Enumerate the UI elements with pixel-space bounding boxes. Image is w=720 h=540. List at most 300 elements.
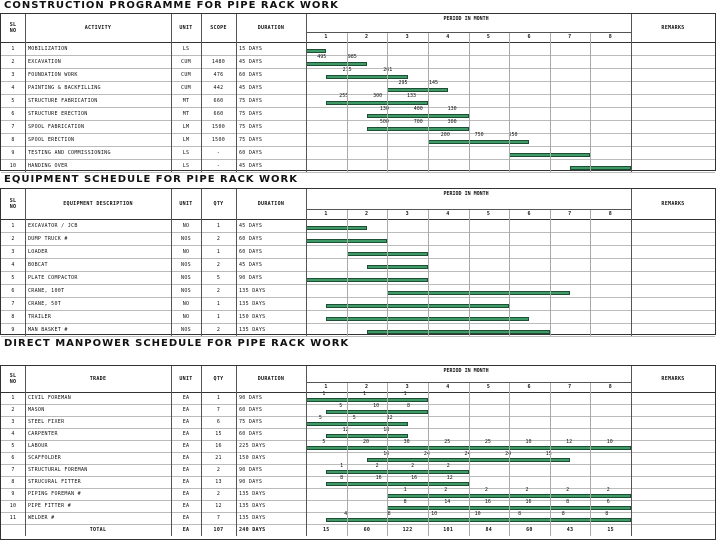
construction-scope-cell: 660 [213, 97, 224, 104]
equipment-month-divider [469, 209, 470, 336]
equipment-month-2: 2 [364, 211, 368, 217]
construction-column-divider [631, 14, 632, 172]
equipment-section [0, 174, 720, 334]
equipment-unit-cell: NOS [181, 287, 191, 294]
construction-activity-cell: STRUCTURE ERECTION [28, 110, 88, 117]
construction-gantt-bar [306, 49, 326, 53]
construction-bar-label: 300 [373, 93, 383, 99]
manpower-header-row [1, 366, 715, 393]
construction-section [0, 0, 720, 172]
construction-header-activity: ACTIVITY [84, 25, 112, 31]
manpower-activity-cell: STRUCTURAL FOREMAN [28, 467, 88, 473]
construction-bar-label: 295 [398, 80, 408, 86]
manpower-scope-cell: 1 [216, 395, 221, 401]
construction-row [1, 81, 715, 95]
equipment-activity-cell: CRANE, 100T [28, 287, 65, 294]
manpower-gantt-bar [326, 482, 468, 486]
manpower-activity-cell: LABOUR [28, 443, 48, 449]
construction-duration-cell: 15 DAYS [239, 45, 263, 52]
construction-period-title: PERIOD IN MONTH [443, 16, 489, 22]
construction-activity-cell: HANDING OVER [28, 162, 68, 169]
equipment-scope-cell: 2 [216, 235, 221, 242]
equipment-row [1, 297, 715, 311]
construction-month-divider [469, 32, 470, 172]
manpower-sl-cell: 11 [9, 515, 17, 521]
equipment-header-unit: UNIT [179, 201, 193, 207]
construction-month-8: 8 [608, 34, 612, 40]
construction-bar-label: 215 [342, 67, 352, 73]
construction-gantt-bar [367, 127, 469, 131]
equipment-column-divider [201, 189, 202, 336]
construction-bar-label: 300 [447, 119, 457, 125]
manpower-bar-label: 10 [606, 439, 613, 445]
manpower-bar-label: 8 [387, 511, 391, 517]
equipment-activity-cell: LOADER [28, 248, 48, 255]
manpower-sl-cell: 4 [11, 431, 15, 437]
equipment-month-divider [550, 209, 551, 336]
equipment-sl-cell: 8 [11, 313, 15, 320]
construction-sl-cell: 4 [11, 84, 15, 91]
manpower-total-month: 43 [566, 527, 574, 533]
manpower-bar-label: 25 [484, 439, 491, 445]
manpower-duration-cell: 90 DAYS [239, 467, 263, 473]
equipment-gantt-bar [306, 226, 367, 230]
construction-sl-cell: 3 [11, 71, 15, 78]
equipment-scope-cell: 2 [216, 261, 221, 268]
equipment-unit-cell: NO [182, 248, 190, 255]
manpower-sl-cell: 10 [9, 503, 17, 509]
construction-column-divider [306, 14, 307, 172]
equipment-unit-cell: NOS [181, 235, 191, 242]
construction-scope-cell: 476 [213, 71, 224, 78]
manpower-unit-cell: EA [182, 395, 190, 401]
manpower-gantt-bar [326, 434, 407, 438]
manpower-sl-cell: 9 [11, 491, 15, 497]
construction-gantt-bar [306, 62, 367, 66]
manpower-bar-label: 1 [403, 391, 407, 397]
construction-bar-label: 500 [379, 119, 389, 125]
construction-unit-cell: MT [182, 110, 190, 117]
manpower-header-unit: UNIT [179, 376, 193, 382]
manpower-bar-label: 24 [464, 451, 471, 457]
manpower-bar-label: 2 [444, 487, 448, 493]
construction-unit-cell: LS [182, 149, 190, 156]
construction-duration-cell: 60 DAYS [239, 149, 263, 156]
manpower-header-activity: TRADE [89, 376, 107, 382]
manpower-table [0, 365, 716, 540]
manpower-activity-cell: PIPE FITTER # [28, 503, 72, 509]
manpower-bar-label: 1 [362, 391, 366, 397]
construction-header-row [1, 14, 715, 43]
construction-unit-cell: CUM [181, 84, 191, 91]
construction-activity-cell: SPOOL FABRICATION [28, 123, 85, 130]
manpower-duration-cell: 135 DAYS [239, 503, 266, 509]
construction-scope-cell: 660 [213, 110, 224, 117]
construction-unit-cell: LS [182, 45, 190, 52]
equipment-gantt-bar [306, 278, 428, 282]
manpower-bar-label: 24 [505, 451, 512, 457]
construction-scope-cell: - [216, 149, 221, 156]
equipment-row [1, 258, 715, 272]
construction-month-divider [387, 32, 388, 172]
construction-sl-cell: 5 [11, 97, 15, 104]
construction-period-divider [306, 32, 631, 33]
manpower-bar-label: 12 [566, 439, 573, 445]
manpower-unit-cell: EA [182, 491, 190, 497]
manpower-bar-label: 5 [322, 439, 326, 445]
construction-activity-cell: MOBILIZATION [28, 45, 68, 52]
manpower-total-duration: 240 DAYS [239, 527, 266, 533]
manpower-scope-cell: 2 [216, 467, 221, 473]
manpower-scope-cell: 12 [215, 503, 222, 509]
equipment-sl-cell: 7 [11, 300, 15, 307]
manpower-bar-label: 30 [403, 439, 410, 445]
manpower-total-row [1, 524, 715, 536]
equipment-unit-cell: NOS [181, 326, 191, 333]
equipment-column-divider [171, 189, 172, 336]
manpower-unit-cell: EA [182, 467, 190, 473]
equipment-activity-cell: CRANE, 50T [28, 300, 62, 307]
manpower-month-divider [509, 382, 510, 536]
manpower-duration-cell: 225 DAYS [239, 443, 266, 449]
manpower-bar-label: 10 [474, 511, 481, 517]
manpower-total-month: 122 [402, 527, 413, 533]
manpower-bar-label: 1 [322, 391, 326, 397]
manpower-bar-label: 1 [403, 487, 407, 493]
construction-header-unit: UNIT [179, 25, 193, 31]
manpower-total-month: 101 [443, 527, 454, 533]
construction-header-scope: SCOPE [210, 25, 227, 31]
equipment-duration-cell: 60 DAYS [239, 248, 263, 255]
manpower-month-divider [469, 382, 470, 536]
manpower-header-remarks: REMARKS [661, 376, 685, 382]
equipment-duration-cell: 135 DAYS [239, 287, 266, 294]
construction-gantt-bar [428, 140, 530, 144]
manpower-column-divider [25, 366, 26, 536]
manpower-unit-cell: EA [182, 443, 190, 449]
manpower-column-divider [306, 366, 307, 536]
manpower-total-unit: EA [182, 527, 190, 533]
construction-bar-label: 985 [347, 54, 357, 60]
manpower-month-divider [590, 382, 591, 536]
manpower-activity-cell: WELDER # [28, 515, 55, 521]
manpower-unit-cell: EA [182, 431, 190, 437]
manpower-sl-cell: 7 [11, 467, 15, 473]
construction-month-divider [428, 32, 429, 172]
equipment-column-divider [306, 189, 307, 336]
construction-bar-label: 200 [440, 132, 450, 138]
manpower-bar-label: 12 [386, 415, 393, 421]
construction-month-divider [347, 32, 348, 172]
equipment-unit-cell: NOS [181, 274, 191, 281]
manpower-column-divider [236, 366, 237, 536]
equipment-unit-cell: NOS [181, 261, 191, 268]
manpower-bar-label: 8 [403, 499, 407, 505]
construction-month-5: 5 [486, 34, 490, 40]
manpower-bar-label: 16 [411, 475, 418, 481]
equipment-activity-cell: MAN BASKET # [28, 326, 68, 333]
manpower-bar-label: 15 [545, 451, 552, 457]
equipment-row [1, 323, 715, 337]
equipment-activity-cell: PLATE COMPACTOR [28, 274, 78, 281]
construction-sl-cell: 2 [11, 58, 15, 65]
manpower-activity-cell: MASON [28, 407, 45, 413]
manpower-month-7: 7 [568, 384, 572, 390]
manpower-duration-cell: 90 DAYS [239, 395, 263, 401]
manpower-bar-label: 16 [383, 451, 390, 457]
equipment-unit-cell: NO [182, 313, 190, 320]
construction-row [1, 55, 715, 69]
manpower-gantt-bar [306, 422, 408, 426]
construction-month-7: 7 [568, 34, 572, 40]
equipment-month-8: 8 [608, 211, 612, 217]
manpower-bar-label: 5 [318, 415, 322, 421]
equipment-column-divider [236, 189, 237, 336]
construction-bar-label: 750 [474, 132, 484, 138]
manpower-bar-label: 12 [446, 475, 453, 481]
manpower-bar-label: 25 [444, 439, 451, 445]
manpower-section [0, 338, 720, 540]
manpower-gantt-bar [326, 410, 428, 414]
equipment-sl-cell: 2 [11, 235, 15, 242]
manpower-header-sl: SL NO [9, 373, 17, 385]
equipment-unit-cell: NO [182, 300, 190, 307]
construction-scope-cell: 1500 [211, 136, 226, 143]
manpower-sl-cell: 2 [11, 407, 15, 413]
manpower-bar-label: 2 [411, 463, 415, 469]
equipment-activity-cell: TRAILER [28, 313, 52, 320]
manpower-month-1: 1 [324, 384, 328, 390]
manpower-header-scope: QTY [213, 376, 224, 382]
construction-duration-cell: 75 DAYS [239, 123, 263, 130]
equipment-unit-cell: NO [182, 222, 190, 229]
construction-gantt-bar [367, 114, 469, 118]
equipment-scope-cell: 5 [216, 274, 221, 281]
equipment-gantt-bar [326, 304, 509, 308]
manpower-activity-cell: STEEL FIXER [28, 419, 65, 425]
manpower-unit-cell: EA [182, 419, 190, 425]
manpower-duration-cell: 135 DAYS [239, 491, 266, 497]
equipment-duration-cell: 150 DAYS [239, 313, 266, 320]
manpower-unit-cell: EA [182, 455, 190, 461]
construction-sl-cell: 8 [11, 136, 15, 143]
manpower-bar-label: 5 [339, 403, 343, 409]
manpower-scope-cell: 15 [215, 431, 222, 437]
equipment-month-3: 3 [405, 211, 409, 217]
equipment-scope-cell: 1 [216, 313, 221, 320]
manpower-duration-cell: 75 DAYS [239, 419, 263, 425]
construction-sl-cell: 9 [11, 149, 15, 156]
manpower-bar-label: 8 [566, 499, 570, 505]
manpower-sl-cell: 5 [11, 443, 15, 449]
manpower-month-divider [550, 382, 551, 536]
manpower-bar-label: 1 [340, 463, 344, 469]
equipment-row [1, 219, 715, 233]
manpower-total-month: 15 [323, 527, 330, 533]
construction-month-divider [550, 32, 551, 172]
manpower-column-divider [171, 366, 172, 536]
manpower-duration-cell: 150 DAYS [239, 455, 266, 461]
construction-activity-cell: STRUCTURE FABRICATION [28, 97, 98, 104]
manpower-month-3: 3 [405, 384, 409, 390]
manpower-bar-label: 14 [444, 499, 451, 505]
equipment-duration-cell: 135 DAYS [239, 300, 266, 307]
construction-duration-cell: 75 DAYS [239, 136, 263, 143]
manpower-month-5: 5 [486, 384, 490, 390]
manpower-total-month: 60 [363, 527, 371, 533]
construction-row [1, 68, 715, 82]
manpower-month-divider [387, 382, 388, 536]
equipment-activity-cell: EXCAVATOR / JCB [28, 222, 78, 229]
manpower-duration-cell: 90 DAYS [239, 479, 263, 485]
construction-activity-cell: TESTING AND COMMISSIONING [28, 149, 111, 156]
equipment-header-remarks: REMARKS [661, 201, 685, 207]
manpower-month-4: 4 [446, 384, 450, 390]
manpower-total-month: 84 [485, 527, 493, 533]
equipment-scope-cell: 2 [216, 287, 221, 294]
construction-bar-label: 255 [339, 93, 349, 99]
construction-row [1, 120, 715, 134]
manpower-scope-cell: 13 [215, 479, 222, 485]
construction-scope-cell [201, 42, 236, 55]
manpower-gantt-bar [306, 398, 428, 402]
manpower-bar-label: 18 [383, 427, 390, 433]
manpower-bar-label: 2 [525, 487, 529, 493]
equipment-sl-cell: 5 [11, 274, 15, 281]
manpower-scope-cell: 7 [216, 515, 221, 521]
construction-unit-cell: LM [182, 136, 190, 143]
equipment-sl-cell: 1 [11, 222, 15, 229]
construction-bar-label: 145 [428, 80, 438, 86]
equipment-month-divider [428, 209, 429, 336]
equipment-period-divider [306, 209, 631, 210]
construction-bar-label: 130 [447, 106, 457, 112]
construction-activity-cell: SPOOL ERECTION [28, 136, 75, 143]
manpower-bar-label: 2 [606, 487, 610, 493]
manpower-column-divider [201, 366, 202, 536]
construction-duration-cell: 75 DAYS [239, 110, 263, 117]
construction-bar-label: 133 [406, 93, 416, 99]
equipment-month-4: 4 [446, 211, 450, 217]
construction-scope-cell: 1500 [211, 123, 226, 130]
equipment-gantt-bar [367, 330, 550, 334]
construction-header-sl: SL NO [9, 22, 17, 34]
equipment-row [1, 232, 715, 246]
construction-scope-cell: 1480 [211, 58, 226, 65]
construction-month-3: 3 [405, 34, 409, 40]
equipment-column-divider [631, 189, 632, 336]
construction-gantt-bar [570, 166, 631, 170]
manpower-bar-label: 8 [605, 511, 609, 517]
manpower-bar-label: 8 [518, 511, 522, 517]
construction-unit-cell: LS [182, 162, 190, 169]
construction-unit-cell: MT [182, 97, 190, 104]
construction-duration-cell: 60 DAYS [239, 71, 263, 78]
construction-sl-cell: 7 [11, 123, 15, 130]
manpower-bar-label: 16 [525, 499, 532, 505]
equipment-scope-cell: 2 [216, 326, 221, 333]
construction-unit-cell: CUM [181, 58, 191, 65]
manpower-sl-cell: 1 [11, 395, 15, 401]
manpower-bar-label: 12 [342, 427, 349, 433]
construction-month-4: 4 [446, 34, 450, 40]
construction-unit-cell: LM [182, 123, 190, 130]
manpower-bar-label: 2 [484, 487, 488, 493]
manpower-month-6: 6 [527, 384, 531, 390]
equipment-period-title: PERIOD IN MONTH [443, 191, 489, 197]
manpower-bar-label: 4 [344, 511, 348, 517]
manpower-bar-label: 8 [406, 403, 410, 409]
construction-sl-cell: 6 [11, 110, 15, 117]
manpower-month-2: 2 [364, 384, 368, 390]
equipment-month-7: 7 [568, 211, 572, 217]
manpower-bar-label: 16 [484, 499, 491, 505]
manpower-month-8: 8 [608, 384, 612, 390]
manpower-activity-cell: CIVIL FOREMAN [28, 395, 72, 401]
construction-scope-cell: - [216, 162, 221, 169]
manpower-scope-cell: 16 [215, 443, 222, 449]
manpower-sl-cell: 8 [11, 479, 15, 485]
manpower-period-divider [306, 382, 631, 383]
construction-month-divider [509, 32, 510, 172]
construction-activity-cell: PAINTING & BACKFILLING [28, 84, 101, 91]
construction-row [1, 107, 715, 121]
manpower-scope-cell: 6 [216, 419, 221, 425]
manpower-bar-label: 8 [340, 475, 344, 481]
manpower-bar-label: 24 [423, 451, 430, 457]
manpower-period-title: PERIOD IN MONTH [443, 368, 489, 374]
equipment-header-duration: DURATION [257, 201, 285, 207]
equipment-header-sl: SL NO [9, 198, 17, 210]
manpower-total-month: 15 [607, 527, 614, 533]
construction-month-1: 1 [324, 34, 328, 40]
construction-header-duration: DURATION [257, 25, 285, 31]
manpower-scope-cell: 2 [216, 491, 221, 497]
equipment-duration-cell: 90 DAYS [239, 274, 263, 281]
manpower-activity-cell: PIPING FOREMAN # [28, 491, 81, 497]
manpower-sl-cell: 6 [11, 455, 15, 461]
equipment-scope-cell: 1 [216, 248, 221, 255]
manpower-bar-label: 10 [525, 439, 532, 445]
manpower-activity-cell: CARPENTER [28, 431, 58, 437]
manpower-total-activity: TOTAL [89, 527, 107, 533]
manpower-month-divider [347, 382, 348, 536]
construction-table [0, 13, 716, 171]
equipment-sl-cell: 6 [11, 287, 15, 294]
equipment-activity-cell: DUMP TRUCK # [28, 235, 68, 242]
construction-row [1, 42, 715, 56]
equipment-duration-cell: 45 DAYS [239, 222, 263, 229]
manpower-bar-label: 8 [561, 511, 565, 517]
construction-column-divider [236, 14, 237, 172]
construction-unit-cell: CUM [181, 71, 191, 78]
construction-bar-label: 261 [383, 67, 393, 73]
construction-row [1, 94, 715, 108]
manpower-bar-label: 5 [352, 415, 356, 421]
manpower-activity-cell: SCAFFOLDER [28, 455, 62, 461]
construction-header-remarks: REMARKS [661, 25, 685, 31]
construction-sl-cell: 10 [9, 162, 17, 169]
equipment-month-divider [387, 209, 388, 336]
manpower-activity-cell: STRUCURAL FITTER [28, 479, 81, 485]
equipment-month-divider [347, 209, 348, 336]
manpower-bar-label: 16 [375, 475, 382, 481]
equipment-month-divider [590, 209, 591, 336]
equipment-row [1, 284, 715, 298]
construction-column-divider [201, 14, 202, 172]
equipment-header-scope: QTY [213, 201, 224, 207]
construction-month-6: 6 [527, 34, 531, 40]
